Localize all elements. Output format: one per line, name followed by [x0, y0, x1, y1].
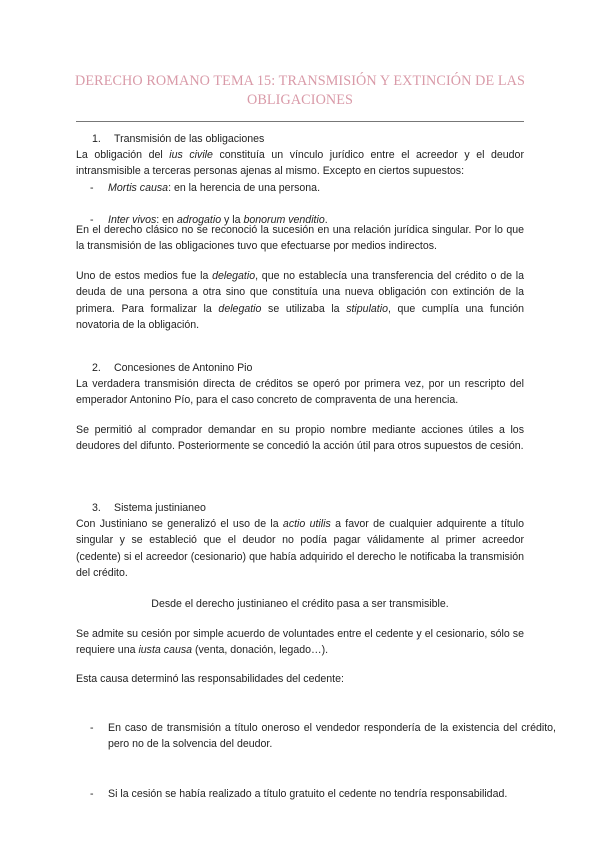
section-3-heading: [76, 500, 540, 516]
bullet-dash: -: [90, 787, 94, 800]
section-1-bullet-2: - Inter vivos: en adrogatio y la bonorum venditio.: [76, 212, 556, 228]
bullet-dash: -: [90, 182, 94, 194]
section-3-paragraph-2: Se admite su cesión por simple acuerdo de voluntades entre el cedente y el cesionario, sólo se requiere una iusta causa (venta, donación, legado…).: [76, 628, 524, 657]
section-3-number: 3.: [92, 502, 101, 514]
section-3-title: Sistema justinianeo: [114, 502, 206, 514]
section-3-bullet-1: - En caso de transmisión a título oneroso el vendedor respondería de la existencia del crédito, pero no de la solvencia del deudor.: [90, 721, 556, 751]
section-1-paragraph-3: Uno de estos medios fue la delegatio, que no establecía una transferencia del crédito o de la deuda de una persona a otra sino que constituía una nueva obligación con extinción de la primera. Para formalizar la delegatio se utilizaba la stipulatio, que cumplía una función novatoria de la obligación.: [76, 270, 524, 332]
section-3-paragraph-1: Con Justiniano se generalizó el uso de la actio utilis a favor de cualquier adquirente a título singular y se estableció que el deudor no podía pagar válidamente al primer acreedor (cedente) si el acreedor (cesionario) que había adquirido el derecho le notificaba la transmisión del crédito.: [76, 518, 525, 580]
section-3-bullet-2: - Si la cesión se había realizado a título gratuito el cedente no tendría responsabilidad.: [76, 786, 556, 802]
section-3-centered-statement: Desde el derecho justinianeo el crédito pasa a ser transmisible.: [151, 598, 449, 610]
section-2-paragraph-1: La verdadera transmisión directa de créditos se operó por primera vez, por un rescripto del emperador Antonino Pío, para el caso concreto de compraventa de una herencia.: [76, 378, 524, 407]
section-1-number: 1.: [92, 133, 101, 145]
section-1-title: Transmisión de las obligaciones: [114, 133, 265, 145]
section-1-bullet-1: - Mortis causa: en la herencia de una persona.: [76, 180, 556, 196]
section-2-paragraph-2: Se permitió al comprador demandar en su propio nombre mediante acciones útiles a los deudores del difunto. Posteriormente se concedió la acción útil para otros supuestos de cesión.: [76, 424, 524, 453]
title-divider: [76, 121, 524, 122]
bullet-dash: -: [90, 214, 94, 227]
section-2-heading: [76, 360, 540, 376]
section-2-title: Concesiones de Antonino Pio: [114, 362, 253, 374]
bullet-dash: -: [90, 721, 94, 734]
section-2-number: 2.: [92, 362, 101, 374]
section-1-paragraph-2: En el derecho clásico no se reconoció la sucesión en una relación jurídica singular. Por lo que la transmisión de las obligaciones tuvo que efectuarse por medios indirectos.: [76, 224, 524, 253]
section-3-paragraph-3: Esta causa determinó las responsabilidades del cedente:: [76, 673, 344, 685]
page-title: [60, 72, 540, 110]
page-title-line-2: OBLIGACIONES: [246, 92, 354, 108]
page-title-line-1: DERECHO ROMANO TEMA 15: TRANSMISIÓN Y EXTINCIÓN DE LAS: [75, 73, 525, 89]
section-1-paragraph-1: La obligación del ius civile constituía un vínculo jurídico entre el acreedor y el deudor intransmisible a terceras personas ajenas al mismo. Excepto en ciertos supuestos:: [76, 149, 524, 178]
section-1-heading: [76, 131, 540, 147]
